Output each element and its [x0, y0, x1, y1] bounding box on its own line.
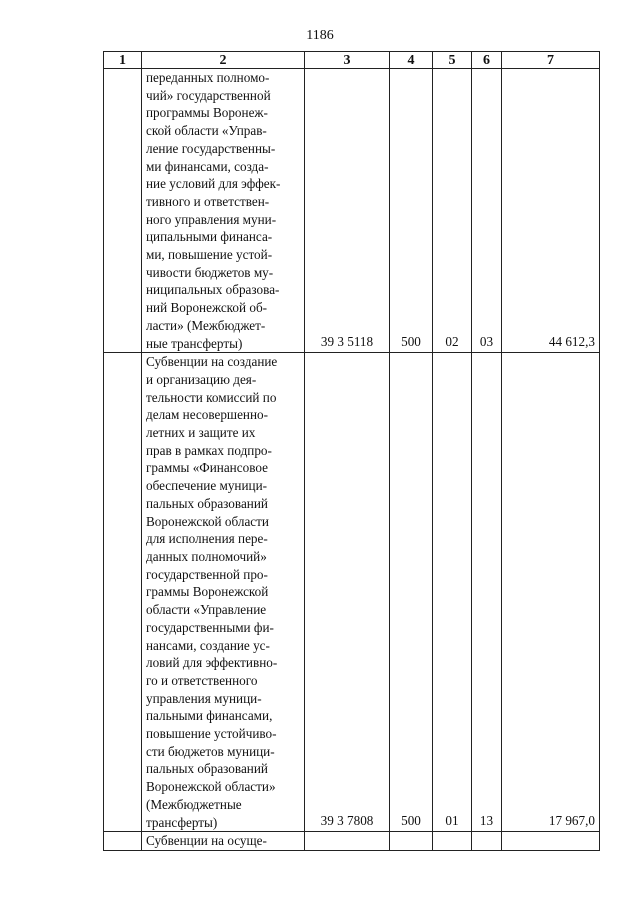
table-row — [104, 832, 600, 851]
description-line: Воронежской области — [146, 513, 269, 529]
description-line: Воронежской области» — [146, 779, 276, 795]
description-line: го и ответственного — [146, 672, 258, 688]
description-line: ласти» (Межбюджет- — [146, 317, 266, 333]
description-line: ление государственны- — [146, 140, 276, 156]
target-article-cell — [305, 832, 390, 851]
description-line: данных полномочий» — [146, 548, 267, 564]
description-line: пальных образований — [146, 495, 268, 511]
description-line: повышение устойчиво- — [146, 726, 277, 742]
description-line: граммы «Финансовое — [146, 460, 268, 476]
description-line: государственной про- — [146, 566, 268, 582]
section-cell: 01 — [433, 353, 472, 832]
description-line: программы Воронеж- — [146, 105, 268, 121]
description-line: чий» государственной — [146, 87, 271, 103]
amount-cell — [502, 832, 600, 851]
description-line: ской области «Управ- — [146, 123, 267, 139]
description-line: и организацию дея- — [146, 371, 257, 387]
row-index-cell — [104, 353, 142, 832]
expense-type-cell: 500 — [390, 353, 433, 832]
description-line: ми, повышение устой- — [146, 247, 273, 263]
description-line: ловий для эффективно- — [146, 655, 278, 671]
description-cell — [142, 69, 305, 353]
subsection-cell: 13 — [472, 353, 502, 832]
description-line: обеспечение муници- — [146, 478, 268, 494]
description-line: пальных образований — [146, 761, 268, 777]
header-col-1: 1 — [104, 52, 142, 69]
description-line: граммы Воронежской — [146, 584, 269, 600]
header-col-7: 7 — [502, 52, 600, 69]
description-line: прав в рамках подпро- — [146, 442, 272, 458]
amount-cell: 17 967,0 — [502, 353, 600, 832]
description-line: ний Воронежской об- — [146, 300, 268, 316]
description-line: ниципальных образова- — [146, 282, 280, 298]
description-line: чивости бюджетов му- — [146, 264, 274, 280]
description-line: ные трансферты) — [146, 335, 243, 351]
description-line: (Межбюджетные — [146, 796, 242, 812]
description-line: тивного и ответствен- — [146, 193, 270, 209]
row-index-cell — [104, 832, 142, 851]
description-line: ного управления муни- — [146, 211, 277, 227]
description-line: Субвенции на осуще- — [146, 833, 267, 849]
expense-type-cell — [390, 832, 433, 851]
amount-cell: 44 612,3 — [502, 69, 600, 353]
section-cell: 02 — [433, 69, 472, 353]
description-line: нансами, создание ус- — [146, 637, 270, 653]
table-row — [104, 69, 600, 353]
header-col-2: 2 — [142, 52, 305, 69]
target-article-cell: 39 3 7808 — [305, 353, 390, 832]
description-cell — [142, 353, 305, 832]
target-article-cell: 39 3 5118 — [305, 69, 390, 353]
description-line: делам несовершенно- — [146, 407, 269, 423]
description-line: пальными финансами, — [146, 708, 273, 724]
description-line: трансферты) — [146, 814, 218, 830]
budget-table — [103, 51, 600, 851]
description-line: сти бюджетов муници- — [146, 743, 275, 759]
header-col-4: 4 — [390, 52, 433, 69]
description-line: государственными фи- — [146, 619, 274, 635]
description-line: Субвенции на создание — [146, 354, 278, 370]
table-row — [104, 353, 600, 832]
description-line: тельности комиссий по — [146, 389, 277, 405]
description-cell — [142, 832, 305, 851]
description-line: летних и защите их — [146, 425, 256, 441]
description-line: переданных полномо- — [146, 70, 270, 85]
expense-type-cell: 500 — [390, 69, 433, 353]
header-row — [104, 52, 600, 69]
description-line: ципальными финанса- — [146, 229, 273, 245]
header-col-5: 5 — [433, 52, 472, 69]
description-line: ми финансами, созда- — [146, 158, 269, 174]
row-index-cell — [104, 69, 142, 353]
section-cell — [433, 832, 472, 851]
subsection-cell: 03 — [472, 69, 502, 353]
header-col-6: 6 — [472, 52, 502, 69]
description-line: для исполнения пере- — [146, 531, 268, 547]
header-col-3: 3 — [305, 52, 390, 69]
subsection-cell — [472, 832, 502, 851]
description-line: ние условий для эффек- — [146, 176, 281, 192]
description-line: управления муници- — [146, 690, 262, 706]
description-line: области «Управление — [146, 602, 267, 618]
page-number: 1186 — [306, 28, 334, 43]
